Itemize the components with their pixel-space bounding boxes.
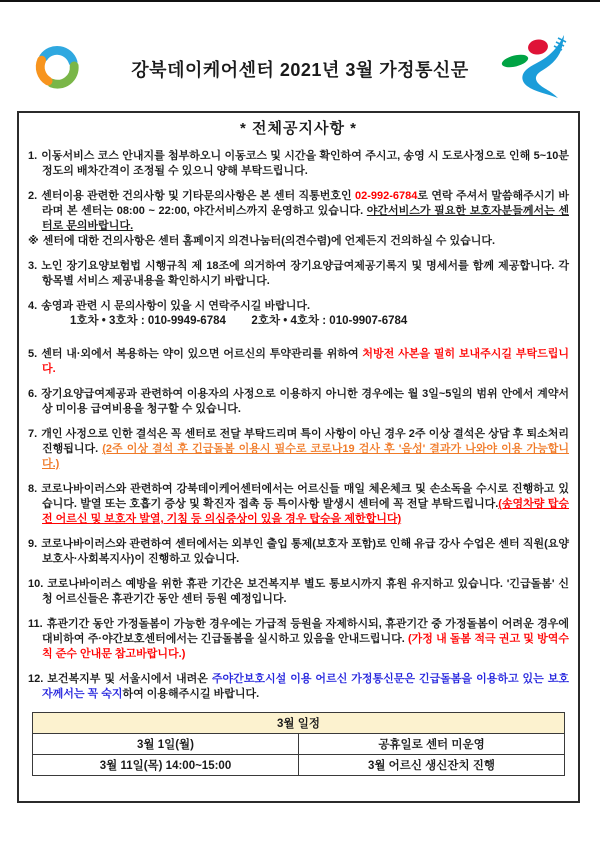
notice-text-segment: 코로나바이러스와 관련하여 센터에서는 외부인 출입 통제(보호자 포함)로 인해 유급 강사 수업은 센터 직원(요양보호사·사회복지사)이 진행하고 있습니다. <box>41 538 569 565</box>
notice-item <box>28 189 569 234</box>
schedule-event-cell: 3월 어르신 생신잔치 진행 <box>299 755 565 776</box>
notice-number: ※ <box>28 235 39 247</box>
notice-text-segment: 처방전 사본을 필히 보내주시길 부탁드립니다. <box>42 348 569 375</box>
notice-item <box>28 672 569 702</box>
notice-text-segment: (가정 내 돌봄 적극 권고 및 방역수칙 준수 안내문 참고바랍니다.) <box>42 633 569 660</box>
notice-number: 10. <box>28 578 44 590</box>
notice-text-segment: 센터 내·외에서 복용하는 약이 있으면 어르신의 투약관리를 위하여 <box>41 348 363 360</box>
schedule-title: 3월 일정 <box>33 713 565 734</box>
schedule-row <box>33 755 565 776</box>
notice-number: 1. <box>28 150 38 162</box>
schedule-date-cell: 3월 11일(목) 14:00~15:00 <box>33 755 299 776</box>
announcement-box <box>17 111 580 803</box>
notice-item <box>28 234 569 249</box>
notice-text-segment: 센터에 대한 건의사항은 센터 홈페이지 의견나눔터(의견수렴)에 언제든지 건의하실 수 있습니다. <box>42 235 496 247</box>
notice-text-segment: 02-992-6784 <box>355 190 418 202</box>
notice-list <box>28 149 569 702</box>
notice-item <box>28 299 569 329</box>
notice-text-segment: 개인 사정으로 인한 결석은 꼭 센터로 전달 부탁드리며 특이 사항이 아닌 경우 2주 이상 결석은 상담 후 퇴소처리 진행됩니다. <box>41 428 569 455</box>
notice-text-segment: 주야간보호시설 이용 어르신 가정통신문은 긴급돌봄을 이용하고 있는 보호자께서는 꼭 숙지 <box>42 673 569 700</box>
notice-text-segment: 하여 이용해주시길 바랍니다. <box>122 688 260 700</box>
notice-text-segment: 노인 장기요양보험법 시행규칙 제 18조에 의거하여 장기요양급여제공기록지 및 명세서를 함께 제공합니다. 각 항목별 서비스 제공내용을 확인하시기 바랍니다. <box>41 260 569 287</box>
notice-item <box>28 482 569 527</box>
document-header <box>0 30 600 108</box>
notice-number: 3. <box>28 260 38 272</box>
notice-text-segment: 코로나바이러스 예방을 위한 휴관 기간은 보건복지부 별도 통보시까지 휴원 유지하고 있습니다. '긴급돌봄' 신청 어르신들은 휴관기간 동안 센터 등원 예정입니다. <box>42 578 569 605</box>
notice-item <box>28 617 569 662</box>
notice-text-segment: 로 연락 주셔서 말씀해주시기 바라며 본 센터는 08:00 ~ 22:00, 야간서비스까지 운영하고 있습니다. <box>42 190 569 217</box>
schedule-table-body <box>33 734 565 776</box>
notice-number: 7. <box>28 428 38 440</box>
notice-text-segment: (송영차량 탑승전 어르신 및 보호자 발열, 기침 등 의심증상이 있을 경우 탑승을 제한합니다) <box>42 498 569 525</box>
announcement-heading: * 전체공지사항 * <box>240 120 357 137</box>
notice-number: 8. <box>28 483 38 495</box>
notice-item <box>28 347 569 377</box>
notice-item <box>28 537 569 567</box>
notice-text-segment: 센터이용 관련한 건의사항 및 기타문의사항은 본 센터 직통번호인 <box>41 190 355 202</box>
page-title: 강북데이케어센터 2021년 3월 가정통신문 <box>131 60 469 80</box>
notice-text-segment: 이동서비스 코스 안내지를 첨부하오니 이동코스 및 시간을 확인하여 주시고, 송영 시 도로사정으로 인해 5~10분정도의 배차간격이 조정될 수 있으니 양해 부탁드립니다. <box>41 150 569 177</box>
notice-number: 6. <box>28 388 38 400</box>
notice-text-segment: 장기요양급여제공과 관련하여 이용자의 사정으로 이용하지 아니한 경우에는 월 3일~5일의 범위 안에서 계약서상 미이용 급여비용을 청구할 수 있습니다. <box>41 388 569 415</box>
daycare-center-logo-icon <box>33 43 83 93</box>
notice-text-segment: 코로나바이러스와 관련하여 강북데이케어센터에서는 어르신들 매일 체온체크 및 손소독을 수시로 진행하고 있습니다. 발열 또는 호흡기 증상 및 확진자 접촉 등 특이사항 발생시 센터에 꼭 전달 부탁드립니다. <box>41 483 569 510</box>
notice-text-segment: 야간서비스가 필요한 보호자분들께서는 센터로 문의바랍니다. <box>42 205 569 232</box>
seoul-city-logo-icon <box>500 34 580 100</box>
notice-item <box>28 259 569 289</box>
schedule-header-row <box>33 713 565 734</box>
notice-number: 12. <box>28 673 44 685</box>
notice-number: 4. <box>28 300 38 312</box>
notice-item <box>28 427 569 472</box>
notice-text-segment: 보건복지부 및 서울시에서 내려온 <box>47 673 212 685</box>
notice-text-segment: 송영과 관련 시 문의사항이 있을 시 연락주시길 바랍니다. <box>41 300 311 312</box>
notice-contact-line: 1호차 • 3호차 : 010-9949-6784 2호차 • 4호차 : 010-9907-6784 <box>70 315 408 327</box>
schedule-table <box>32 712 565 776</box>
notice-text-segment: (2주 이상 결석 후 긴급돌봄 이용시 필수로 코로나19 검사 후 '음성' 결과가 나와야 이용 가능합니다.) <box>42 443 569 470</box>
schedule-row <box>33 734 565 755</box>
notice-item <box>28 387 569 417</box>
notice-number: 2. <box>28 190 38 202</box>
notice-item <box>28 577 569 607</box>
notice-text-segment: 휴관기간 동안 가정돌봄이 가능한 경우에는 가급적 등원을 자제하시되, 휴관기간 중 가정돌봄이 어려운 경우에 대비하여 주·야간보호센터에서는 긴급돌봄을 실시하고 있음을 안내드립니다. <box>42 618 569 645</box>
notice-number: 9. <box>28 538 38 550</box>
schedule-event-cell: 공휴일로 센터 미운영 <box>299 734 565 755</box>
notice-item <box>28 149 569 179</box>
notice-number: 11. <box>28 618 43 630</box>
schedule-date-cell: 3월 1일(월) <box>33 734 299 755</box>
page-top-border <box>0 0 600 2</box>
notice-number: 5. <box>28 348 38 360</box>
